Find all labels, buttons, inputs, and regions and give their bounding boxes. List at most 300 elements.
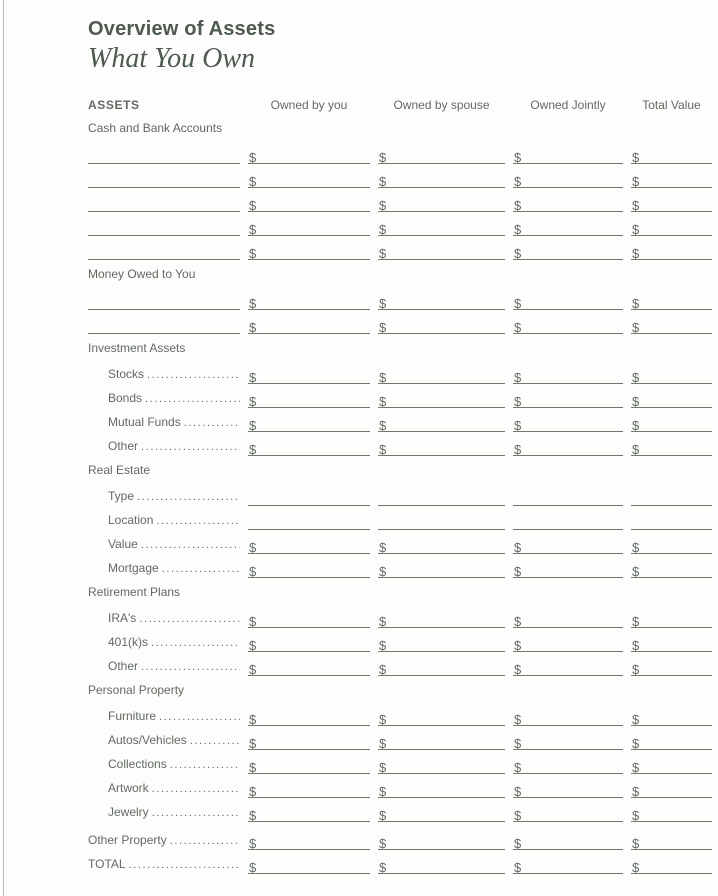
fill-line-amount [631,726,712,750]
asset-label: Collections [108,757,167,771]
dollar-sign: $ [514,860,522,874]
form-section [88,826,712,874]
fill-line-amount [631,212,712,236]
fill-line-amount [378,530,505,554]
dollar-sign: $ [514,394,522,408]
table-row [88,408,712,432]
fill-line-amount [378,310,505,334]
fill-line-amount [513,628,623,652]
table-row [88,286,712,310]
fill-line-amount [248,432,370,456]
dollar-sign: $ [379,222,387,236]
fill-line-amount [378,384,505,408]
fill-line-amount [248,236,370,260]
form-section [88,340,712,456]
section-heading: Personal Property [88,683,185,697]
asset-label-cell [88,750,240,774]
fill-line-amount [631,554,712,578]
fill-line-amount [248,850,370,874]
asset-label-cell [88,604,240,628]
dot-leader [153,515,240,530]
asset-label: Location [108,513,154,527]
dot-leader [138,441,240,456]
dollar-sign: $ [249,246,257,260]
fill-line-amount [378,360,505,384]
dollar-sign: $ [249,320,257,334]
asset-label: TOTAL [88,857,126,871]
fill-line-amount [248,360,370,384]
table-row [88,432,712,456]
fill-line-name [88,310,240,334]
fill-line-amount [513,798,623,822]
fill-line-name [88,236,240,260]
table-row [88,310,712,334]
dot-leader [144,369,240,384]
asset-label-cell [88,360,240,384]
table-row [88,702,712,726]
asset-label: Value [108,537,138,551]
asset-label: Other [108,439,139,453]
fill-line-amount [631,164,712,188]
fill-line-amount [513,850,623,874]
dollar-sign: $ [249,712,257,726]
asset-label: Other [108,659,139,673]
asset-label-cell [88,628,240,652]
fill-line-amount [378,432,505,456]
dollar-sign: $ [249,394,257,408]
dollar-sign: $ [514,418,522,432]
fill-line-amount [513,826,623,850]
dollar-sign: $ [379,784,387,798]
form-section [88,462,712,578]
asset-label: Stocks [108,367,145,381]
form-section [88,584,712,676]
fill-line-amount [248,798,370,822]
dollar-sign: $ [249,760,257,774]
dot-leader [148,637,240,652]
dollar-sign: $ [379,760,387,774]
dollar-sign: $ [249,662,257,676]
asset-label-cell [88,408,240,432]
dollar-sign: $ [514,808,522,822]
section-heading: Investment Assets [88,341,186,355]
dollar-sign: $ [514,246,522,260]
dot-leader [159,563,240,578]
table-row [88,212,712,236]
fill-line-amount [631,384,712,408]
form-content [88,0,712,874]
fill-line-amount [513,702,623,726]
dollar-sign: $ [514,836,522,850]
fill-line-amount [631,798,712,822]
fill-line-amount [378,726,505,750]
asset-label-cell [88,702,240,726]
dollar-sign: $ [249,808,257,822]
fill-line-name [88,164,240,188]
fill-line-amount [631,702,712,726]
dollar-sign: $ [514,784,522,798]
dollar-sign: $ [514,370,522,384]
dot-leader [167,835,240,850]
asset-label-cell [88,384,240,408]
fill-line-amount [248,286,370,310]
fill-line-amount [248,628,370,652]
table-row [88,850,712,874]
dollar-sign: $ [632,662,640,676]
fill-line-amount [378,826,505,850]
dot-leader [156,711,240,726]
page-subtitle: What You Own [88,43,256,74]
dollar-sign: $ [379,246,387,260]
asset-label-cell [88,726,240,750]
table-row [88,750,712,774]
dollar-sign: $ [379,394,387,408]
table-row [88,798,712,822]
asset-label: IRA's [108,611,137,625]
fill-line-amount [248,212,370,236]
fill-line-amount [248,750,370,774]
asset-label: 401(k)s [108,635,149,649]
dollar-sign: $ [632,808,640,822]
dot-leader [136,613,240,628]
dollar-sign: $ [379,638,387,652]
dollar-sign: $ [632,442,640,456]
fill-line-amount [631,604,712,628]
fill-line-amount [513,604,623,628]
fill-line-amount [378,408,505,432]
fill-line-amount [378,140,505,164]
fill-line-amount [248,554,370,578]
dollar-sign: $ [632,784,640,798]
fill-line-amount [513,408,623,432]
asset-label-cell [88,432,240,456]
dollar-sign: $ [249,150,257,164]
fill-line-amount [378,850,505,874]
page-title: Overview of Assets [88,18,276,40]
dollar-sign: $ [514,296,522,310]
fill-line-amount [378,628,505,652]
fill-line-amount [378,798,505,822]
fill-line-amount [631,360,712,384]
dollar-sign: $ [632,246,640,260]
dollar-sign: $ [249,638,257,652]
table-row [88,188,712,212]
dot-leader [167,759,240,774]
asset-label: Autos/Vehicles [108,733,187,747]
dollar-sign: $ [514,662,522,676]
dollar-sign: $ [632,614,640,628]
asset-label: Furniture [108,709,157,723]
column-header-total-value: Total Value [642,98,701,112]
dollar-sign: $ [249,540,257,554]
dollar-sign: $ [632,736,640,750]
fill-line-amount [248,774,370,798]
dollar-sign: $ [514,614,522,628]
fill-line-name [88,286,240,310]
table-row [88,726,712,750]
column-header-owned-by-spouse: Owned by spouse [393,98,490,112]
dollar-sign: $ [632,564,640,578]
asset-label: Bonds [108,391,143,405]
table-row [88,482,712,506]
column-header-owned-jointly: Owned Jointly [530,98,606,112]
table-row [88,164,712,188]
dot-leader [138,539,240,554]
dollar-sign: $ [514,174,522,188]
fill-line-amount [248,652,370,676]
fill-line-name [88,188,240,212]
fill-line-amount [378,604,505,628]
asset-label-cell [88,774,240,798]
asset-label-cell [88,850,240,874]
section-heading: Money Owed to You [88,267,196,281]
dot-leader [138,661,240,676]
dollar-sign: $ [514,712,522,726]
dollar-sign: $ [514,320,522,334]
form-section [88,682,712,822]
fill-line-amount [378,750,505,774]
fill-line-amount [513,726,623,750]
section-heading: Cash and Bank Accounts [88,121,223,135]
dollar-sign: $ [632,836,640,850]
column-header-owned-by-you: Owned by you [270,98,348,112]
dollar-sign: $ [379,540,387,554]
asset-label: Artwork [108,781,149,795]
dot-leader [126,859,240,874]
fill-line-amount [513,286,623,310]
dollar-sign: $ [632,540,640,554]
table-row [88,826,712,850]
section-heading: Real Estate [88,463,151,477]
fill-line [631,506,712,530]
fill-line [513,482,623,506]
fill-line-amount [631,774,712,798]
dollar-sign: $ [514,222,522,236]
table-row [88,384,712,408]
fill-line [513,506,623,530]
fill-line-amount [378,652,505,676]
fill-line-amount [513,310,623,334]
form-section [88,120,712,260]
dollar-sign: $ [379,150,387,164]
dollar-sign: $ [632,320,640,334]
dollar-sign: $ [514,736,522,750]
dot-leader [181,417,240,432]
asset-label-cell [88,826,240,850]
fill-line-amount [513,530,623,554]
dollar-sign: $ [379,442,387,456]
fill-line-amount [248,188,370,212]
dollar-sign: $ [514,540,522,554]
table-row [88,628,712,652]
dollar-sign: $ [379,418,387,432]
dollar-sign: $ [632,760,640,774]
fill-line [248,506,370,530]
fill-line-amount [631,826,712,850]
fill-line-amount [248,826,370,850]
fill-line-amount [513,384,623,408]
fill-line-amount [378,554,505,578]
fill-line-amount [378,236,505,260]
column-headers [88,98,712,114]
dollar-sign: $ [249,614,257,628]
dollar-sign: $ [249,564,257,578]
fill-line-amount [248,726,370,750]
dollar-sign: $ [514,442,522,456]
asset-label-cell [88,554,240,578]
dollar-sign: $ [379,198,387,212]
fill-line-amount [378,164,505,188]
dollar-sign: $ [632,150,640,164]
asset-label-cell [88,652,240,676]
dot-leader [142,393,240,408]
fill-line-amount [631,140,712,164]
dollar-sign: $ [379,370,387,384]
dollar-sign: $ [249,296,257,310]
asset-label-cell [88,530,240,554]
fill-line-amount [248,530,370,554]
fill-line-amount [513,774,623,798]
fill-line-amount [513,164,623,188]
fill-line-amount [631,652,712,676]
fill-line-amount [513,652,623,676]
table-row [88,652,712,676]
dollar-sign: $ [249,222,257,236]
fill-line-amount [513,212,623,236]
asset-label-cell [88,798,240,822]
dollar-sign: $ [632,174,640,188]
asset-label: Type [108,489,135,503]
fill-line-amount [248,408,370,432]
dollar-sign: $ [632,712,640,726]
dollar-sign: $ [514,150,522,164]
fill-line-amount [248,164,370,188]
dollar-sign: $ [379,736,387,750]
fill-line-amount [248,384,370,408]
fill-line-amount [378,188,505,212]
dollar-sign: $ [249,198,257,212]
dollar-sign: $ [379,860,387,874]
dot-leader [149,807,240,822]
table-row [88,554,712,578]
fill-line-amount [248,604,370,628]
dollar-sign: $ [379,662,387,676]
fill-line-amount [631,236,712,260]
table-row [88,236,712,260]
table-row [88,506,712,530]
fill-line-amount [631,188,712,212]
dollar-sign: $ [379,614,387,628]
dollar-sign: $ [249,784,257,798]
table-row [88,774,712,798]
dollar-sign: $ [249,860,257,874]
asset-label: Mortgage [108,561,159,575]
fill-line-amount [631,850,712,874]
dollar-sign: $ [379,564,387,578]
table-row [88,530,712,554]
dollar-sign: $ [379,808,387,822]
dollar-sign: $ [249,836,257,850]
fill-line-amount [631,432,712,456]
dollar-sign: $ [514,760,522,774]
dollar-sign: $ [379,320,387,334]
fill-line-amount [513,750,623,774]
dollar-sign: $ [632,638,640,652]
fill-line-name [88,140,240,164]
fill-line-amount [513,432,623,456]
dollar-sign: $ [379,174,387,188]
dollar-sign: $ [249,370,257,384]
fill-line-amount [631,286,712,310]
table-row [88,360,712,384]
fill-line-amount [513,360,623,384]
fill-line-amount [513,188,623,212]
fill-line-amount [378,774,505,798]
dollar-sign: $ [249,442,257,456]
dollar-sign: $ [514,564,522,578]
asset-label: Jewelry [108,805,149,819]
dollar-sign: $ [632,296,640,310]
dot-leader [187,735,240,750]
fill-line-amount [378,212,505,236]
dot-leader [149,783,240,798]
fill-line-name [88,212,240,236]
table-row [88,604,712,628]
asset-label-cell [88,506,240,530]
fill-line-amount [631,530,712,554]
dollar-sign: $ [379,712,387,726]
fill-line-amount [378,702,505,726]
dollar-sign: $ [632,418,640,432]
form-section [88,266,712,334]
dollar-sign: $ [249,736,257,750]
dollar-sign: $ [514,638,522,652]
dollar-sign: $ [632,198,640,212]
section-heading: Retirement Plans [88,585,181,599]
fill-line-amount [248,310,370,334]
fill-line-amount [631,750,712,774]
dollar-sign: $ [249,418,257,432]
dollar-sign: $ [632,370,640,384]
form-sections [88,120,712,874]
table-row [88,140,712,164]
fill-line-amount [248,702,370,726]
fill-line-amount [248,140,370,164]
page-edge-line [3,0,4,896]
dollar-sign: $ [379,296,387,310]
fill-line [378,506,505,530]
dollar-sign: $ [632,860,640,874]
dot-leader [134,491,240,506]
dollar-sign: $ [249,174,257,188]
fill-line [631,482,712,506]
fill-line-amount [631,310,712,334]
asset-label: Other Property [88,833,167,847]
fill-line-amount [631,408,712,432]
fill-line-amount [513,554,623,578]
fill-line-amount [378,286,505,310]
fill-line-amount [631,628,712,652]
fill-line-amount [513,236,623,260]
dollar-sign: $ [632,394,640,408]
asset-label: Mutual Funds [108,415,181,429]
dollar-sign: $ [514,198,522,212]
column-header-assets: ASSETS [88,98,140,112]
fill-line [248,482,370,506]
dollar-sign: $ [379,836,387,850]
asset-label-cell [88,482,240,506]
dollar-sign: $ [632,222,640,236]
